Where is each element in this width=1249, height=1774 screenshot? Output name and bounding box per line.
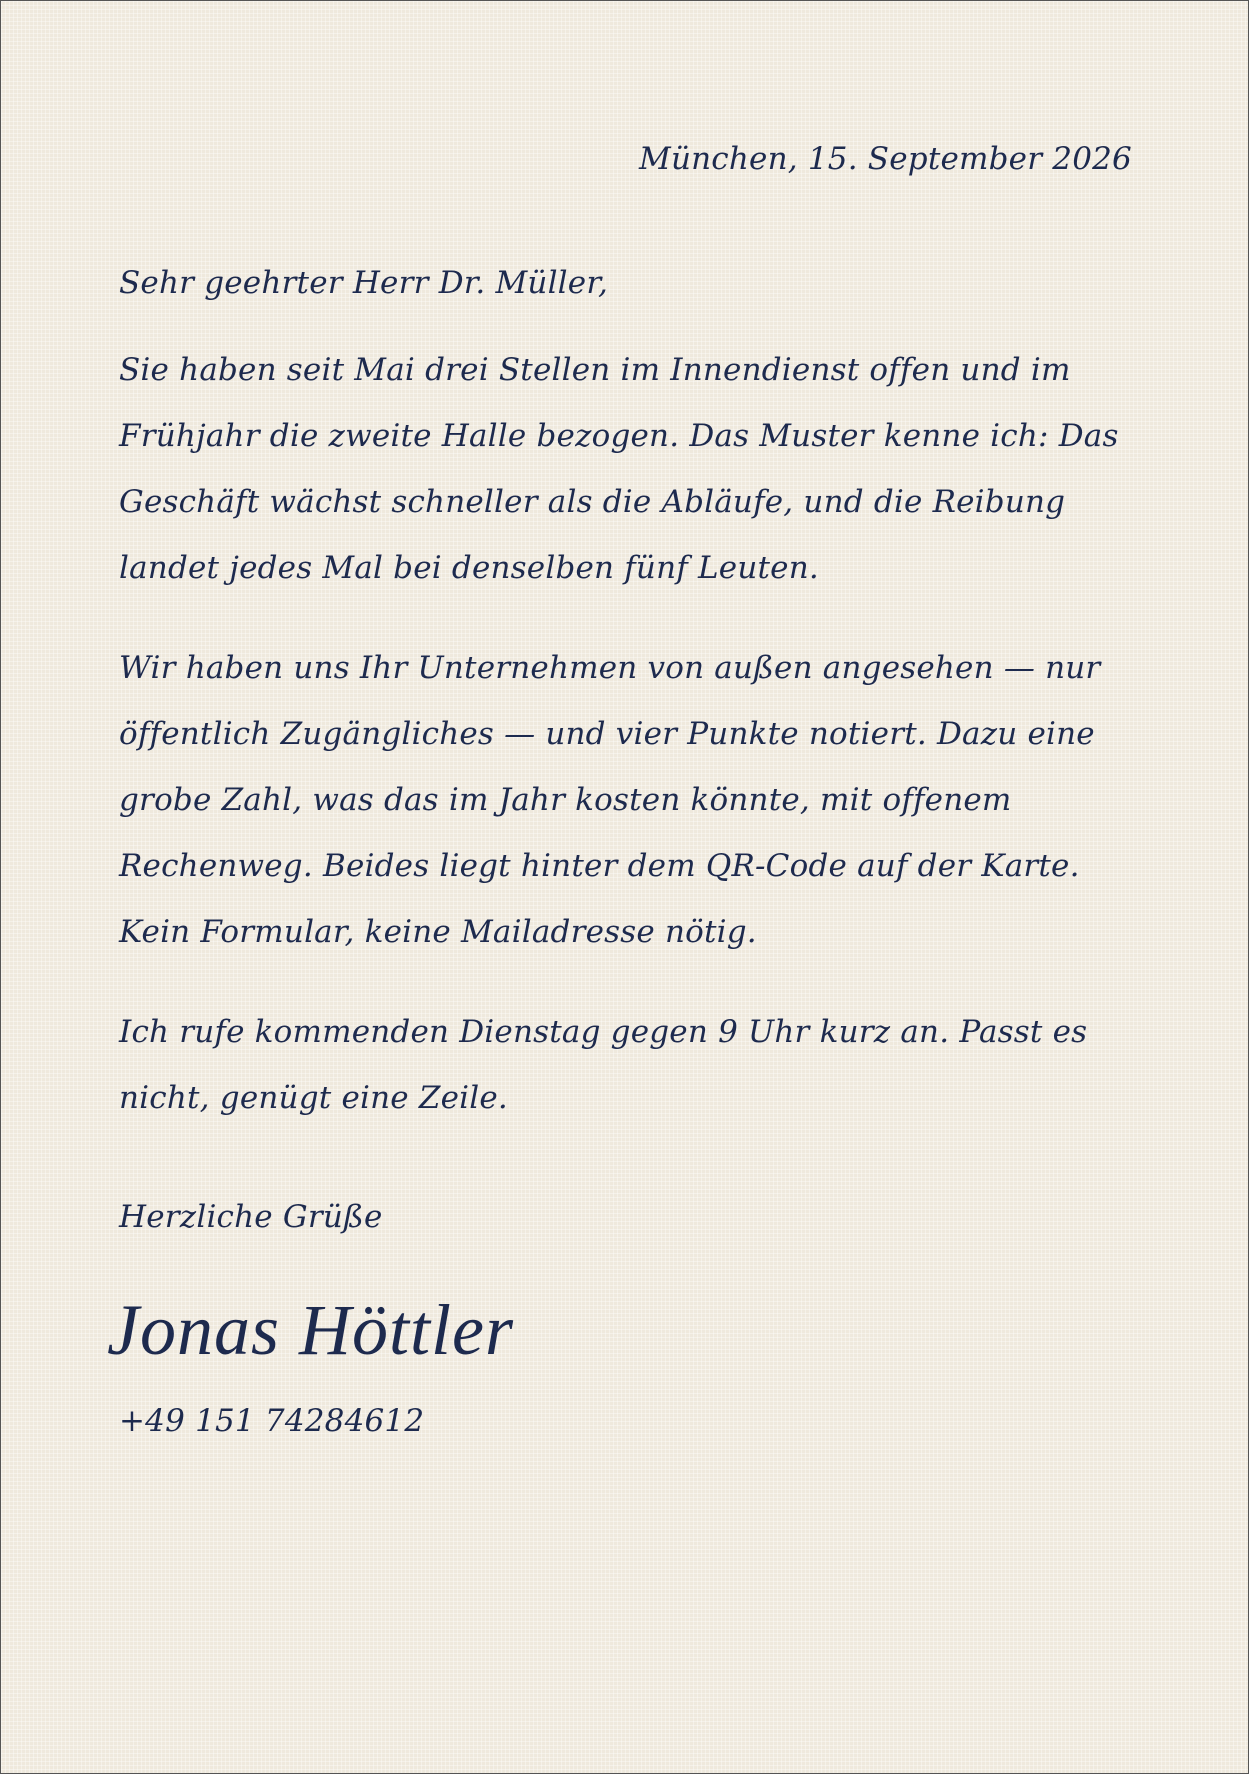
paragraph-1 (119, 337, 1139, 601)
paragraph-line: Ich rufe kommenden Dienstag gegen 9 Uhr kurz an. Passt es (119, 1014, 1088, 1050)
paragraph-line: Rechenweg. Beides liegt hinter dem QR-Code auf der Karte. (119, 848, 1080, 884)
paragraph-2 (119, 635, 1139, 965)
letter-body (119, 263, 1139, 1165)
paragraph-line: öffentlich Zugängliches — und vier Punkte notiert. Dazu eine (119, 716, 1095, 752)
paragraph-line: nicht, genügt eine Zeile. (119, 1080, 508, 1116)
paragraph-line: Geschäft wächst schneller als die Abläufe, und die Reibung (119, 484, 1066, 520)
paragraph-line: landet jedes Mal bei denselben fünf Leuten. (119, 550, 819, 586)
paragraph-line: Wir haben uns Ihr Unternehmen von außen angesehen — nur (119, 650, 1101, 686)
signature: Jonas Höttler (107, 1290, 514, 1370)
paragraph-line: Kein Formular, keine Mailadresse nötig. (119, 914, 757, 950)
paragraph-line: grobe Zahl, was das im Jahr kosten könnte, mit offenem (119, 782, 1012, 818)
paragraph-line: Sie haben seit Mai drei Stellen im Innendienst offen und im (119, 352, 1071, 388)
salutation: Sehr geehrter Herr Dr. Müller, (119, 265, 609, 301)
paragraph-line: Frühjahr die zweite Halle bezogen. Das Muster kenne ich: Das (119, 418, 1119, 454)
closing: Herzliche Grüße (119, 1199, 383, 1235)
paragraph-3 (119, 999, 1139, 1131)
letter-date: München, 15. September 2026 (639, 141, 1132, 177)
phone-number: +49 151 74284612 (119, 1403, 425, 1439)
